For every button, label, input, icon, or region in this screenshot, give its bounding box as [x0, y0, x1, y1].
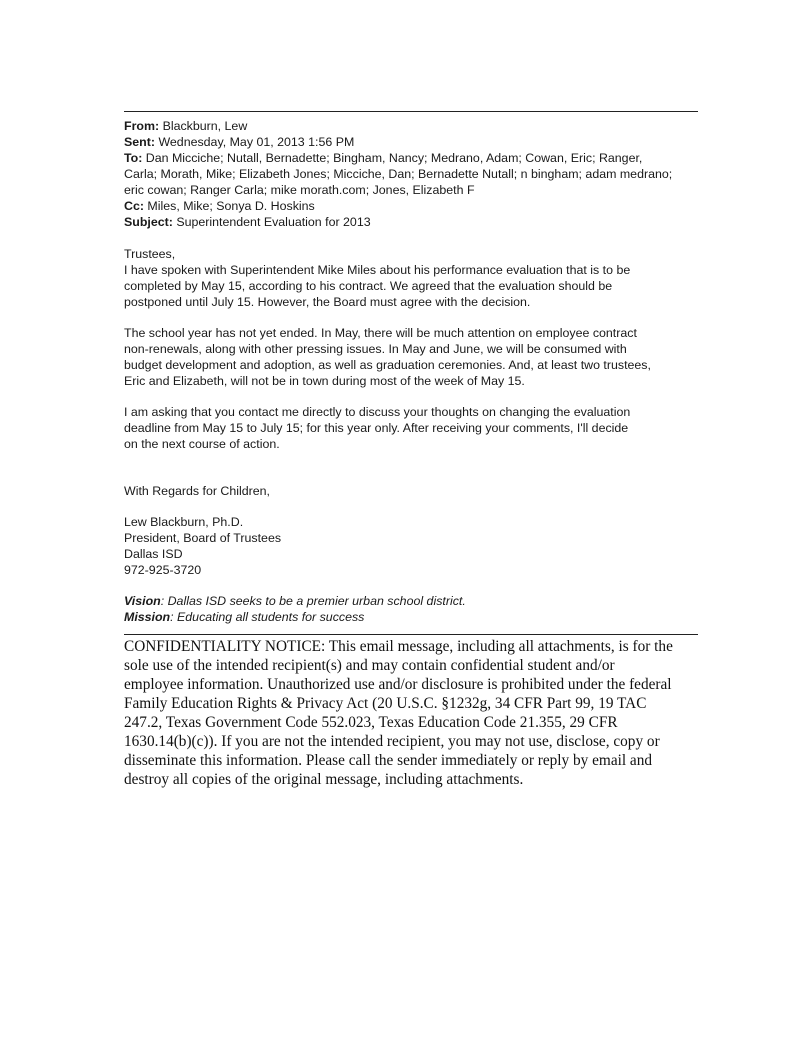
confidentiality-notice [124, 637, 724, 789]
from-value: Blackburn, Lew [162, 119, 248, 133]
cc-value: Miles, Mike; Sonya D. Hoskins [147, 199, 315, 213]
paragraph-1 [124, 262, 724, 310]
signature-phone: 972-925-3720 [124, 563, 202, 577]
notice-line: sole use of the intended recipient(s) and may contain confidential student and/or [124, 657, 615, 674]
paragraph-line: deadline from May 15 to July 15; for this year only. After receiving your comments, I'll decide [124, 421, 629, 435]
vision-line [124, 593, 724, 609]
signature-block [124, 514, 724, 578]
mission-text: : Educating all students for success [170, 610, 365, 624]
vision-label: Vision [124, 594, 161, 608]
subject-value: Superintendent Evaluation for 2013 [176, 215, 371, 229]
paragraph-line: The school year has not yet ended. In May, there will be much attention on employee contract [124, 326, 637, 340]
notice-line: disseminate this information. Please call the sender immediately or reply by email and [124, 752, 653, 769]
to-value-line: eric cowan; Ranger Carla; mike morath.com; Jones, Elizabeth F [124, 183, 475, 197]
from-label: From: [124, 119, 160, 133]
notice-divider [124, 634, 698, 635]
sent-label: Sent: [124, 135, 155, 149]
paragraph-3 [124, 404, 724, 452]
cc-line [124, 198, 724, 214]
notice-line: employee information. Unauthorized use and/or disclosure is prohibited under the federal [124, 676, 672, 693]
from-line [124, 118, 724, 134]
email-body [124, 246, 724, 625]
paragraph-line: on the next course of action. [124, 437, 280, 451]
to-label: To: [124, 151, 143, 165]
paragraph-line: postponed until July 15. However, the Board must agree with the decision. [124, 295, 531, 309]
to-value-line: Dan Micciche; Nutall, Bernadette; Bingham, Nancy; Medrano, Adam; Cowan, Eric; Ranger, [145, 151, 643, 165]
paragraph-line: non-renewals, along with other pressing issues. In May and June, we will be consumed with [124, 342, 627, 356]
subject-line [124, 214, 724, 230]
signature-org: Dallas ISD [124, 547, 183, 561]
greeting: Trustees, [124, 247, 176, 261]
paragraph-line: completed by May 15, according to his contract. We agreed that the evaluation should be [124, 279, 613, 293]
closing: With Regards for Children, [124, 484, 270, 498]
notice-line: 1630.14(b)(c)). If you are not the intended recipient, you may not use, disclose, copy or [124, 733, 660, 750]
notice-line: destroy all copies of the original message, including attachments. [124, 771, 524, 788]
mission-label: Mission [124, 610, 171, 624]
notice-line: 247.2, Texas Government Code 552.023, Texas Education Code 21.355, 29 CFR [124, 714, 618, 731]
top-divider [124, 111, 698, 112]
to-line [124, 150, 724, 166]
signature-title: President, Board of Trustees [124, 531, 282, 545]
signature-name: Lew Blackburn, Ph.D. [124, 515, 244, 529]
paragraph-line: budget development and adoption, as well as graduation ceremonies. And, at least two trustees, [124, 358, 651, 372]
subject-label: Subject: [124, 215, 173, 229]
paragraph-2 [124, 325, 724, 389]
to-value-line: Carla; Morath, Mike; Elizabeth Jones; Micciche, Dan; Bernadette Nutall; n bingham; adam medrano; [124, 167, 673, 181]
sent-line [124, 134, 724, 150]
cc-label: Cc: [124, 199, 144, 213]
sent-value: Wednesday, May 01, 2013 1:56 PM [158, 135, 355, 149]
paragraph-line: I have spoken with Superintendent Mike Miles about his performance evaluation that is to be [124, 263, 631, 277]
email-header [124, 118, 724, 230]
notice-line: CONFIDENTIALITY NOTICE: This email message, including all attachments, is for the [124, 638, 673, 655]
vision-text: : Dallas ISD seeks to be a premier urban school district. [160, 594, 466, 608]
mission-line [124, 609, 724, 625]
notice-line: Family Education Rights & Privacy Act (20 U.S.C. §1232g, 34 CFR Part 99, 19 TAC [124, 695, 647, 712]
paragraph-line: Eric and Elizabeth, will not be in town during most of the week of May 15. [124, 374, 525, 388]
paragraph-line: I am asking that you contact me directly to discuss your thoughts on changing the evaluation [124, 405, 631, 419]
